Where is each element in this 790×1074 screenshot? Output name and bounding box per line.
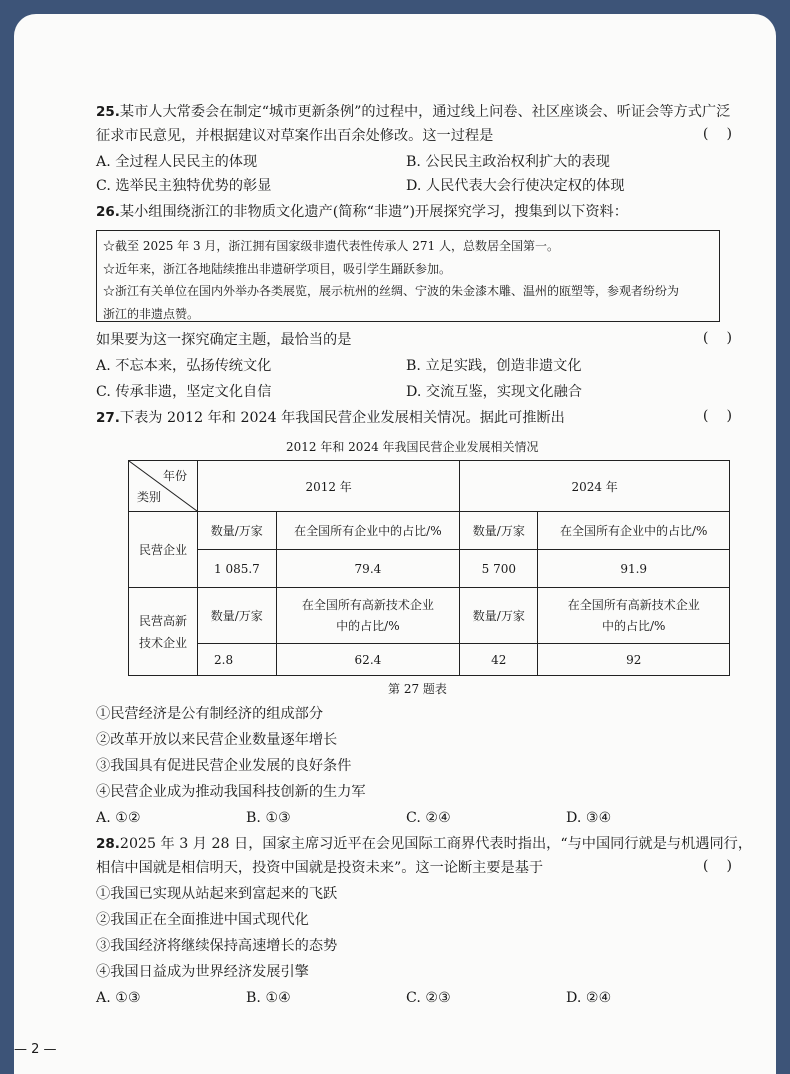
q25-text-1: 某市人大常委会在制定“城市更新条例”的过程中，通过线上问卷、社区座谈会、听证会等方式广泛 <box>119 104 731 120</box>
q27-statement-1: ①民营经济是公有制经济的组成部分 <box>96 706 324 722</box>
q28-stem-line2 <box>96 858 543 878</box>
q26-number: 26. <box>96 204 120 220</box>
col-header-line: 中的占比/% <box>601 618 666 633</box>
q28-statement-1: ①我国已实现从站起来到富起来的飞跃 <box>96 886 338 902</box>
col-header <box>538 588 730 644</box>
q27-data-table <box>128 460 730 676</box>
q28-text-2: 相信中国就是相信明天，投资中国就是投资未来”。这一论断主要是基于 <box>96 860 544 876</box>
q27-answer-paren: ( ) <box>702 408 732 424</box>
table-cell: 42 <box>460 644 538 676</box>
col-header-line: 在全国所有高新技术企业 <box>301 597 434 612</box>
q27-option-c[interactable]: C. ②④ <box>406 810 451 826</box>
col-header: 数量/万家 <box>198 512 277 550</box>
col-header-line: 在全国所有高新技术企业 <box>567 597 700 612</box>
col-header: 数量/万家 <box>198 588 277 644</box>
q28-answer-paren: ( ) <box>702 858 732 874</box>
table-cell: 91.9 <box>538 550 730 588</box>
q28-option-c[interactable]: C. ②③ <box>406 990 451 1006</box>
col-header: 在全国所有企业中的占比/% <box>276 512 460 550</box>
row-label-hightech <box>129 588 198 676</box>
q27-number: 27. <box>96 410 120 426</box>
table-cell: 92 <box>538 644 730 676</box>
q27-statement-3: ③我国具有促进民营企业发展的良好条件 <box>96 758 352 774</box>
q25-text-2: 征求市民意见，并根据建议对草案作出百余处修改。这一过程是 <box>96 128 494 144</box>
q28-statement-3: ③我国经济将继续保持高速增长的态势 <box>96 938 338 954</box>
col-header: 数量/万家 <box>460 512 538 550</box>
q27-option-b[interactable]: B. ①③ <box>246 810 291 826</box>
table-cell: 2.8 <box>198 644 277 676</box>
q26-material-line: 浙江的非遗点赞。 <box>103 306 200 321</box>
corner-year-label: 年份 <box>162 469 187 483</box>
q26-material-box <box>96 230 720 322</box>
q26-option-c[interactable]: C. 传承非遗，坚定文化自信 <box>96 384 272 400</box>
table-cell: 62.4 <box>276 644 460 676</box>
q27-stem-line1 <box>96 408 565 428</box>
q27-statement-2: ②改革开放以来民营企业数量逐年增长 <box>96 732 338 748</box>
q28-statement-2: ②我国正在全面推进中国式现代化 <box>96 912 309 928</box>
q27-table-caption: 第 27 题表 <box>388 682 447 696</box>
corner-category-label: 类别 <box>137 490 162 504</box>
q26-option-b[interactable]: B. 立足实践，创造非遗文化 <box>406 358 582 374</box>
q28-text-1: 2025 年 3 月 28 日，国家主席习近平在会见国际工商界代表时指出，“与中国同行就是与机遇同行， <box>119 836 753 852</box>
q25-option-a[interactable]: A. 全过程人民民主的体现 <box>96 154 258 170</box>
q27-text-1: 下表为 2012 年和 2024 年我国民营企业发展相关情况。据此可推断出 <box>119 410 565 426</box>
q28-stem-line1 <box>96 834 752 854</box>
table-cell: 79.4 <box>276 550 460 588</box>
q25-option-d[interactable]: D. 人民代表大会行使决定权的体现 <box>406 178 625 194</box>
q27-option-d[interactable]: D. ③④ <box>566 810 612 826</box>
table-corner-cell <box>129 461 198 512</box>
col-header-line: 中的占比/% <box>336 618 400 633</box>
q26-material-line: ☆浙江有关单位在国内外举办各类展览，展示杭州的丝绸、宁波的朱金漆木雕、温州的瓯塑等，参观者纷纷为 <box>103 284 680 298</box>
q25-stem-line2 <box>96 126 493 146</box>
q28-option-d[interactable]: D. ②④ <box>566 990 612 1006</box>
q26-question: 如果要为这一探究确定主题，最恰当的是 <box>96 332 352 348</box>
q28-statement-4: ④我国日益成为世界经济发展引擎 <box>96 964 309 980</box>
q25-stem-line1 <box>96 102 730 122</box>
q27-statement-4: ④民营企业成为推动我国科技创新的生力军 <box>96 784 366 800</box>
q26-material-line: ☆近年来，浙江各地陆续推出非遗研学项目，吸引学生踊跃参加。 <box>103 261 452 276</box>
table-cell: 1 085.7 <box>198 550 277 588</box>
row-label-private: 民营企业 <box>129 512 198 588</box>
q25-option-c[interactable]: C. 选举民主独特优势的彰显 <box>96 178 272 194</box>
exam-page <box>14 14 776 1074</box>
header-year-2024: 2024 年 <box>460 461 730 512</box>
q28-option-b[interactable]: B. ①④ <box>246 990 291 1006</box>
page-number: — 2 — <box>14 1042 57 1057</box>
q27-table-title: 2012 年和 2024 年我国民营企业发展相关情况 <box>286 440 539 454</box>
q26-answer-paren: ( ) <box>702 330 732 346</box>
q26-text-1: 某小组围绕浙江的非物质文化遗产(简称“非遗”)开展探究学习，搜集到以下资料： <box>119 204 628 220</box>
row-label-line: 民营高新 <box>138 613 187 628</box>
row-label-line: 技术企业 <box>138 635 187 650</box>
q26-stem-line1 <box>96 202 628 222</box>
header-year-2012: 2012 年 <box>198 461 460 512</box>
col-header <box>276 588 460 644</box>
q26-option-d[interactable]: D. 交流互鉴，实现文化融合 <box>406 384 582 400</box>
q25-option-b[interactable]: B. 公民民主政治权利扩大的表现 <box>406 154 610 170</box>
q28-number: 28. <box>96 836 120 852</box>
q26-material-line: ☆截至 2025 年 3 月，浙江拥有国家级非遗代表性传承人 271 人，总数居全国第一。 <box>103 239 559 253</box>
q28-option-a[interactable]: A. ①③ <box>96 990 141 1006</box>
q25-answer-paren: ( ) <box>702 126 732 142</box>
q27-option-a[interactable]: A. ①② <box>96 810 141 826</box>
col-header: 在全国所有企业中的占比/% <box>538 512 730 550</box>
q25-number: 25. <box>96 104 120 120</box>
table-cell: 5 700 <box>460 550 538 588</box>
col-header: 数量/万家 <box>460 588 538 644</box>
q26-option-a[interactable]: A. 不忘本来，弘扬传统文化 <box>96 358 272 374</box>
